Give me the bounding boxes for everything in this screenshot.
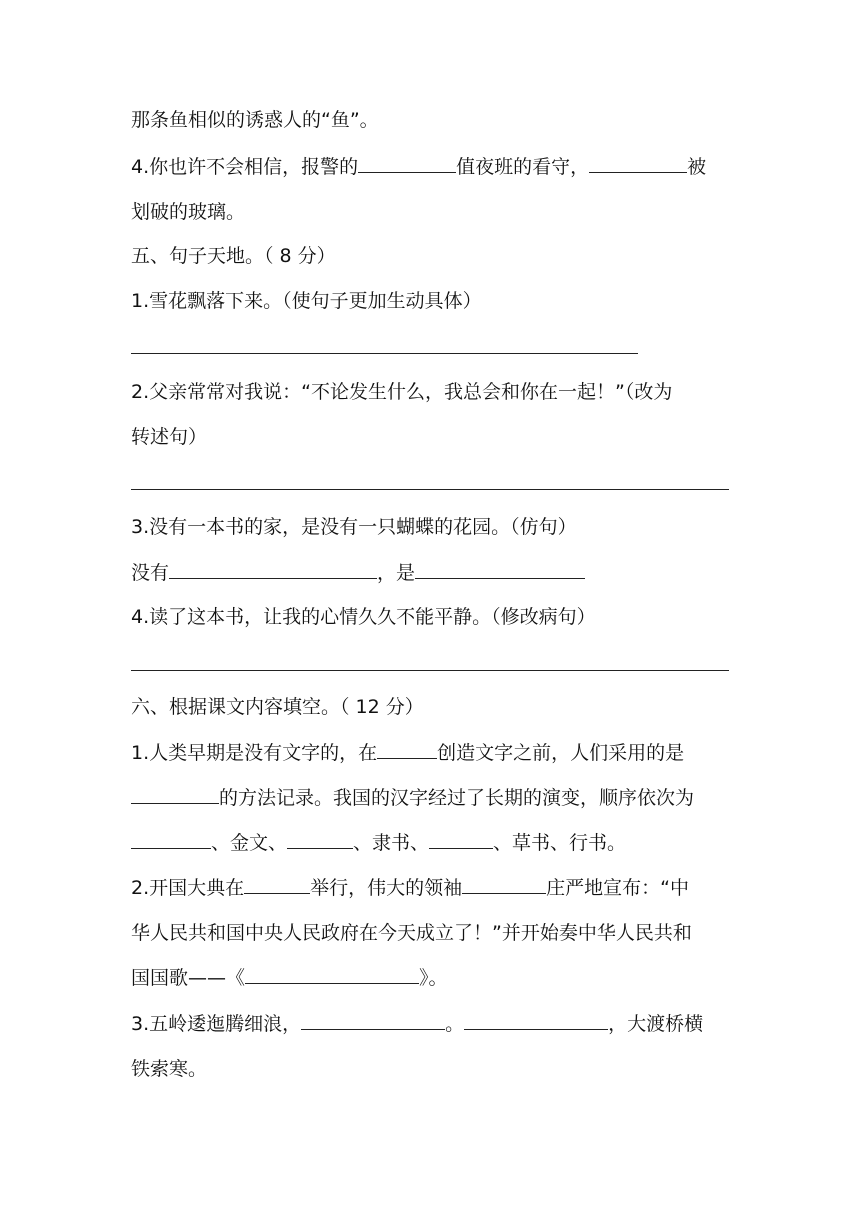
- question-5-3: [131, 515, 731, 539]
- answer-blank[interactable]: [464, 1012, 608, 1030]
- answer-blank[interactable]: [429, 831, 493, 849]
- text-line: [131, 786, 731, 810]
- text-line: [131, 200, 731, 224]
- text: ，大渡桥横: [608, 1013, 704, 1035]
- imitation-line: [131, 561, 731, 585]
- answer-line[interactable]: [131, 670, 729, 671]
- answer-line[interactable]: [131, 489, 729, 490]
- answer-blank[interactable]: [415, 561, 585, 579]
- answer-blank[interactable]: [131, 786, 219, 804]
- text: 》。: [419, 967, 448, 989]
- section-5-heading: [131, 244, 731, 268]
- text: 六、根据课文内容填空。（ 12 分）: [131, 696, 424, 718]
- answer-blank[interactable]: [358, 155, 456, 173]
- text: 2.开国大典在: [131, 877, 245, 899]
- text: 铁索寒。: [131, 1058, 208, 1080]
- text-line: [131, 831, 731, 855]
- text: 没有: [131, 562, 170, 584]
- text: 3.没有一本书的家，是没有一只蝴蝶的花园。（仿句）: [131, 516, 577, 538]
- text: 划破的玻璃。: [131, 201, 246, 223]
- text: 国国歌——《: [131, 967, 246, 989]
- answer-blank[interactable]: [287, 831, 353, 849]
- text: 4.你也许不会相信，报警的: [131, 156, 359, 178]
- answer-line[interactable]: [131, 353, 638, 354]
- answer-blank[interactable]: [169, 561, 377, 579]
- text-line: [131, 108, 731, 132]
- text: 1.雪花飘落下来。（使句子更加生动具体）: [131, 290, 482, 312]
- text: 五、句子天地。（ 8 分）: [131, 245, 336, 267]
- text: 1.人类早期是没有文字的，在: [131, 742, 378, 764]
- text: 、隶书、: [353, 832, 430, 854]
- text-line: [131, 921, 731, 945]
- question-6-3: [131, 1012, 731, 1036]
- text: 2.父亲常常对我说：“不论发生什么，我总会和你在一起！”（改为: [131, 381, 673, 403]
- section-6-heading: [131, 695, 731, 719]
- question-6-2: [131, 876, 731, 900]
- text: 、草书、行书。: [493, 832, 627, 854]
- text: 3.五岭逶迤腾细浪，: [131, 1013, 302, 1035]
- text-line: [131, 1057, 731, 1081]
- text: 华人民共和国中央人民政府在今天成立了！”并开始奏中华人民共和: [131, 922, 692, 944]
- text-line: [131, 966, 731, 990]
- answer-blank[interactable]: [589, 155, 687, 173]
- text: 、金文、: [211, 832, 288, 854]
- answer-blank[interactable]: [301, 1012, 445, 1030]
- text: 。: [445, 1013, 465, 1035]
- question-6-1: [131, 741, 731, 765]
- question-5-2: [131, 380, 731, 404]
- answer-blank[interactable]: [244, 876, 310, 894]
- question-4: [131, 155, 731, 179]
- answer-blank[interactable]: [245, 966, 419, 984]
- text: 举行，伟大的领袖: [310, 877, 463, 899]
- text: 转述句）: [131, 426, 208, 448]
- text: 被: [687, 156, 707, 178]
- text: 值夜班的看守，: [456, 156, 590, 178]
- answer-blank[interactable]: [131, 831, 211, 849]
- question-5-4: [131, 605, 731, 629]
- text: 的方法记录。我国的汉字经过了长期的演变，顺序依次为: [219, 787, 695, 809]
- text-line: [131, 425, 731, 449]
- answer-blank[interactable]: [377, 741, 437, 759]
- text: ，是: [377, 562, 416, 584]
- question-5-1: [131, 289, 731, 313]
- text: 创造文字之前，人们采用的是: [437, 742, 685, 764]
- text: 庄严地宣布：“中: [546, 877, 689, 899]
- text: 4.读了这本书，让我的心情久久不能平静。（修改病句）: [131, 606, 596, 628]
- text: 那条鱼相似的诱惑人的“鱼”。: [131, 109, 379, 131]
- answer-blank[interactable]: [462, 876, 546, 894]
